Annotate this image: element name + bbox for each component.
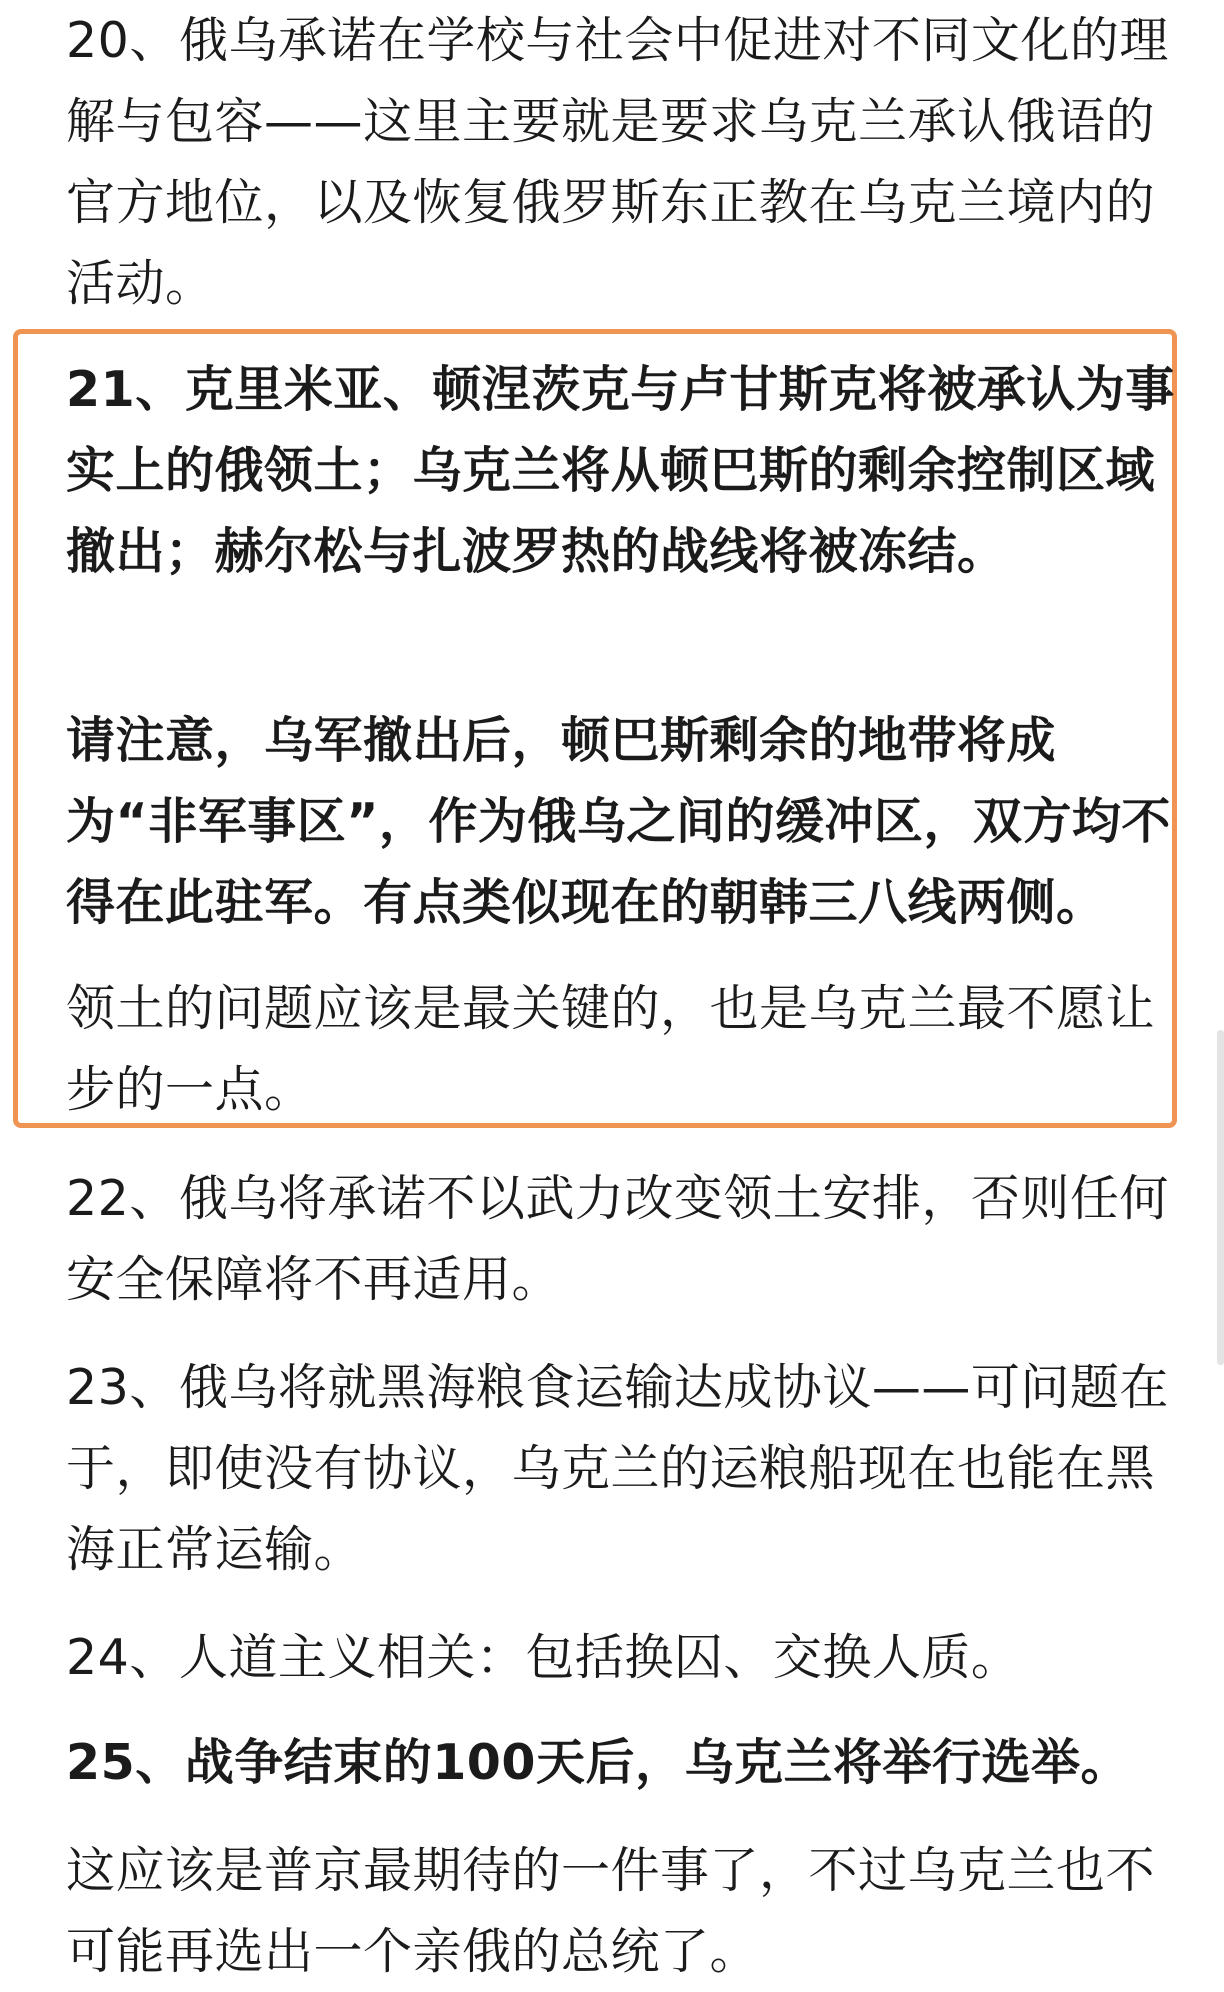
closing-paragraph: 这应该是普京最期待的一件事了，不过乌克兰也不可能再选出一个亲俄的总统了。 [66, 1842, 1156, 1980]
scrollbar[interactable] [1217, 1030, 1224, 1365]
territory-note-paragraph: 领土的问题应该是最关键的，也是乌克兰最不愿让步的一点。 [66, 980, 1156, 1118]
point-20-paragraph: 20、俄乌承诺在学校与社会中促进对不同文化的理解与包容——这里主要就是要求乌克兰承认俄语的官方地位，以及恢复俄罗斯东正教在乌克兰境内的活动。 [66, 12, 1169, 312]
point-21-paragraph: 21、克里米亚、顿涅茨克与卢甘斯克将被承认为事实上的俄领土；乌克兰将从顿巴斯的剩余控制区域撤出；赫尔松与扎波罗热的战线将被冻结。 [66, 361, 1175, 580]
point-25-paragraph: 25、战争结束的100天后，乌克兰将举行选举。 [66, 1734, 1130, 1791]
point-23-paragraph: 23、俄乌将就黑海粮食运输达成协议——可问题在于，即使没有协议，乌克兰的运粮船现在也能在黑海正常运输。 [66, 1359, 1169, 1578]
dmz-note-paragraph: 请注意，乌军撤出后，顿巴斯剩余的地带将成为“非军事区”，作为俄乌之间的缓冲区，双方均不得在此驻军。有点类似现在的朝韩三八线两侧。 [66, 712, 1171, 931]
point-24-paragraph: 24、人道主义相关：包括换囚、交换人质。 [66, 1629, 1021, 1686]
point-22-paragraph: 22、俄乌将承诺不以武力改变领土安排，否则任何安全保障将不再适用。 [66, 1170, 1169, 1308]
